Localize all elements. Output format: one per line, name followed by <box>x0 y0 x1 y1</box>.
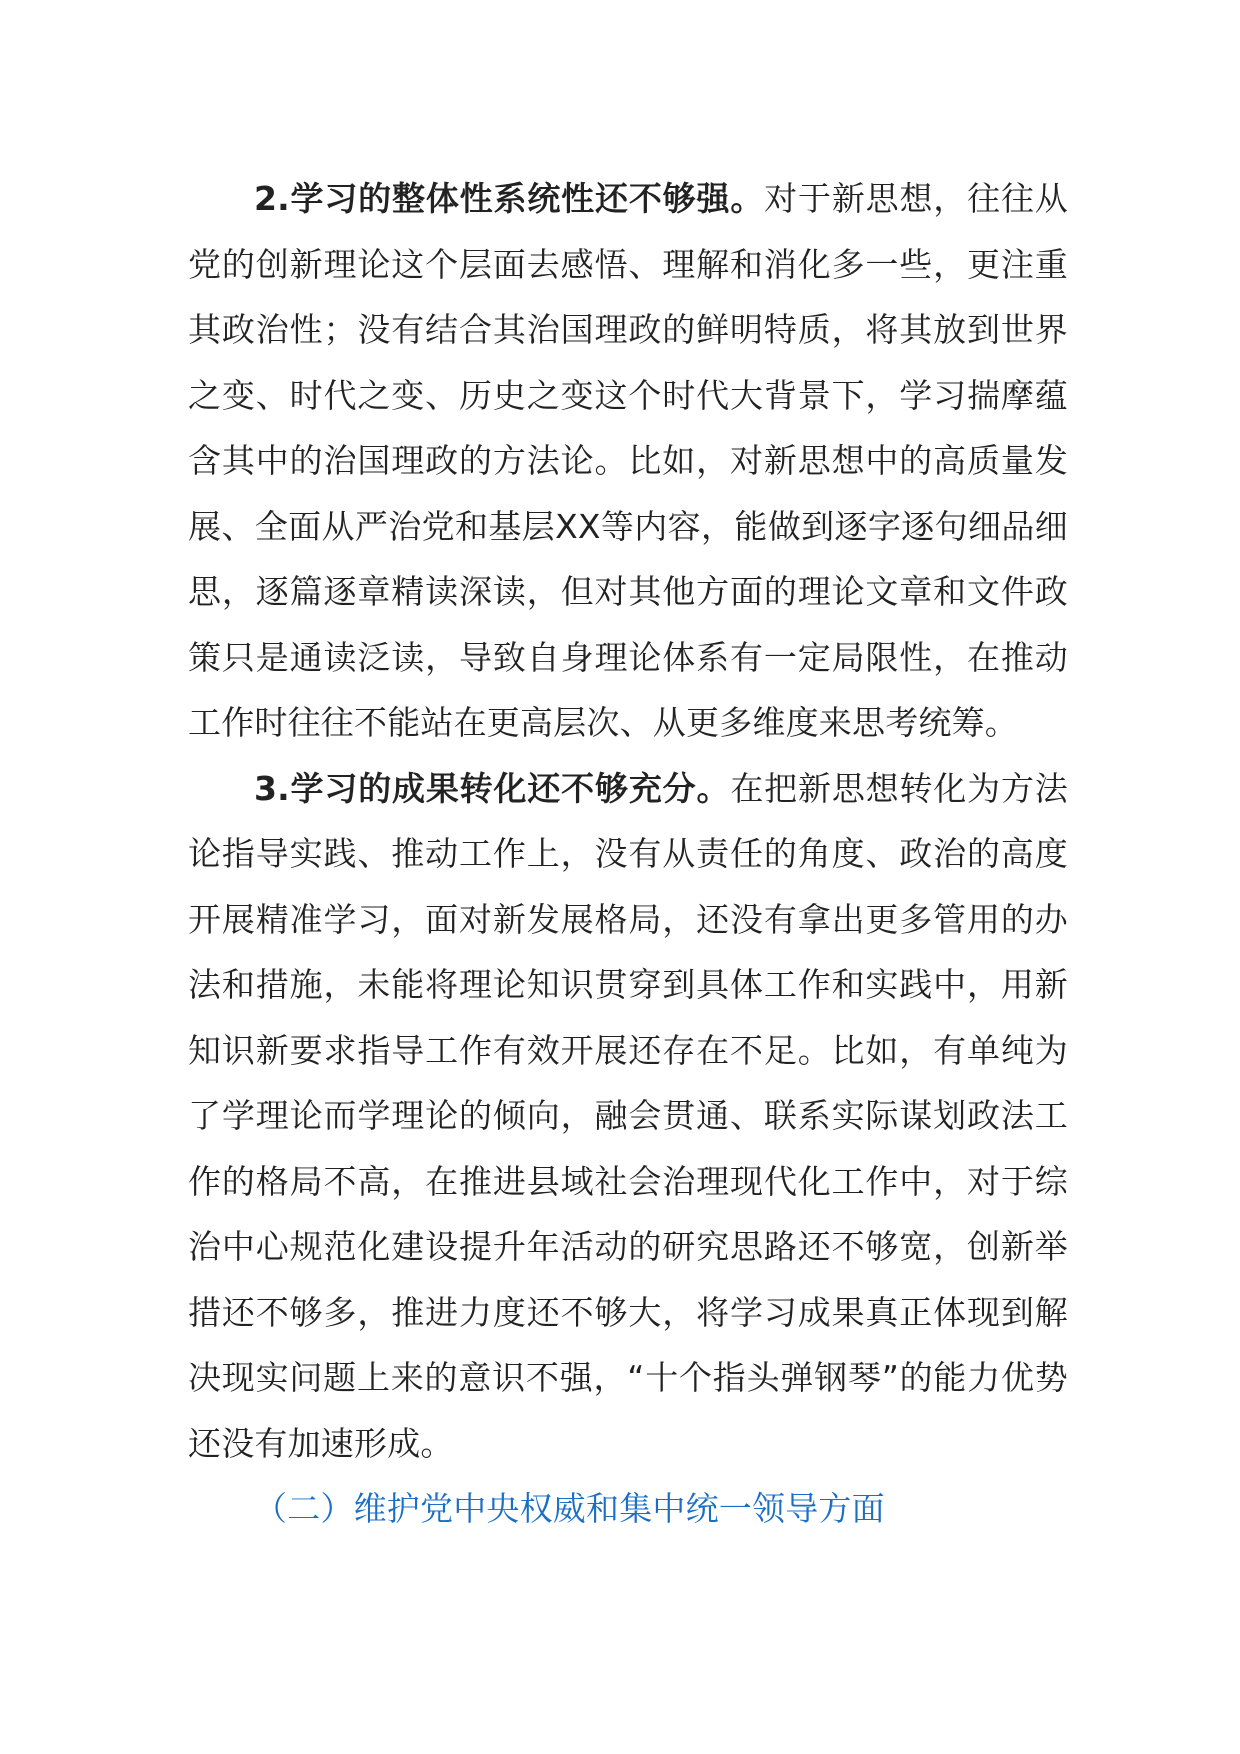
paragraph-2 <box>188 166 1068 756</box>
document-page <box>188 166 1068 1542</box>
section-heading: （二）维护党中央权威和集中统一领导方面 <box>254 1489 885 1528</box>
paragraph-2-body: 对于新思想，往往从党的创新理论这个层面去感悟、理解和消化多一些，更注重其政治性；没有结合其治国理政的鲜明特质，将其放到世界之变、时代之变、历史之变这个时代大背景下，学习揣摩蕴含其中的治国理政的方法论。比如，对新思想中的高质量发展、全面从严治党和基层XX等内容，能做到逐字逐句细品细思，逐篇逐章精读深读，但对其他方面的理论文章和文件政策只是通读泛读，导致自身理论体系有一定局限性，在推动工作时往往不能站在更高层次、从更多维度来思考统筹。 <box>188 179 1068 742</box>
paragraph-3-body: 在把新思想转化为方法论指导实践、推动工作上，没有从责任的角度、政治的高度开展精准学习，面对新发展格局，还没有拿出更多管用的办法和措施，未能将理论知识贯穿到具体工作和实践中，用新知识新要求指导工作有效开展还存在不足。比如，有单纯为了学理论而学理论的倾向，融会贯通、联系实际谋划政法工作的格局不高，在推进县域社会治理现代化工作中，对于综治中心规范化建设提升年活动的研究思路还不够宽，创新举措还不够多，推进力度还不够大，将学习成果真正体现到解决现实问题上来的意识不强，“十个指头弹钢琴”的能力优势还没有加速形成。 <box>188 768 1069 1463</box>
paragraph-3-lead: 3.学习的成果转化还不够充分。 <box>254 768 731 808</box>
paragraph-2-lead: 2.学习的整体性系统性还不够强。 <box>254 179 765 218</box>
paragraph-3 <box>188 756 1068 1477</box>
